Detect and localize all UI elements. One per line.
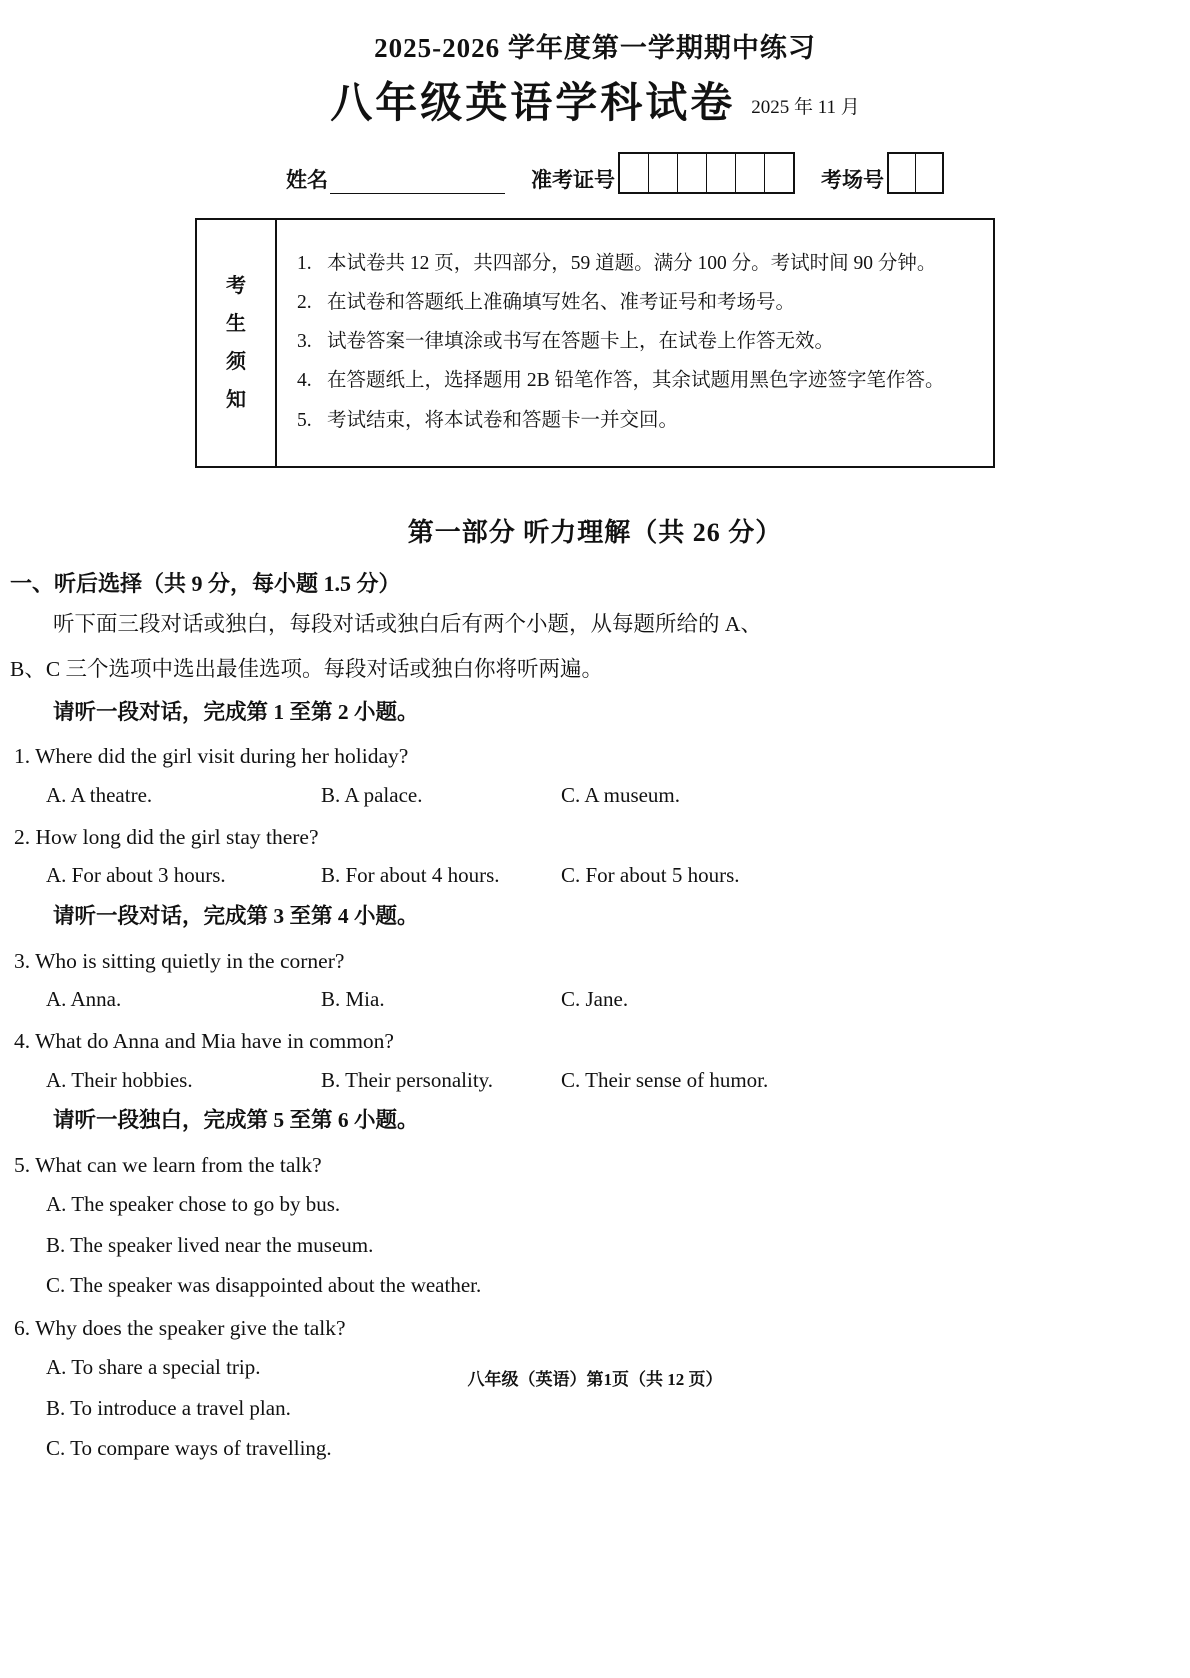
question-3-option-b[interactable]: B. Mia. (321, 986, 385, 1011)
prompt-q3-q4: 请听一段对话，完成第 3 至第 4 小题。 (53, 903, 419, 928)
question-5 (14, 1149, 1190, 1182)
notice-item-text: 考试结束，将本试卷和答题卡一并交回。 (327, 409, 679, 431)
question-6 (14, 1312, 1190, 1345)
question-2 (14, 821, 1190, 854)
question-1-options (46, 780, 1190, 812)
admission-number-label: 准考证号 (531, 167, 615, 192)
question-1-option-c[interactable]: C. A museum. (561, 782, 681, 807)
question-6-option-c[interactable]: C. To compare ways of travelling. (46, 1436, 332, 1461)
name-field-group (286, 164, 505, 194)
notice-item (297, 366, 979, 396)
question-6-stem: Why does the speaker give the talk? (35, 1315, 346, 1340)
question-1 (14, 740, 1190, 773)
question-5-options (46, 1188, 1190, 1302)
question-2-stem: How long did the girl stay there? (35, 825, 319, 850)
exam-period-title: 2025-2026 学年度第一学期期中练习 (374, 33, 816, 63)
notice-item-text: 在试卷和答题纸上准确填写姓名、准考证号和考场号。 (327, 292, 796, 313)
notice-title-char: 生 (226, 312, 246, 335)
question-2-number: 2. (14, 825, 31, 850)
question-4-option-a[interactable]: A. Their hobbies. (46, 1067, 193, 1092)
notice-item-number: 3. (297, 331, 312, 353)
notice-item-text: 在答题纸上，选择题用 2B 铅笔作答，其余试题用黑色字迹签字笔作答。 (327, 370, 945, 392)
exam-room-field-group (821, 152, 944, 194)
admission-number-cell[interactable] (649, 154, 678, 192)
listening-instruction-line-2: B、C 三个选项中选出最佳选项。每段对话或独白你将听两遍。 (10, 656, 604, 681)
question-1-number: 1. (14, 744, 31, 769)
notice-item-text: 试卷答案一律填涂或书写在答题卡上，在试卷上作答无效。 (327, 331, 835, 353)
prompt-q5-q6: 请听一段独白，完成第 5 至第 6 小题。 (53, 1108, 419, 1133)
notice-item (297, 288, 979, 318)
section-one-heading: 一、听后选择（共 9 分，每小题 1.5 分） (10, 570, 401, 596)
candidate-info-line (0, 152, 1190, 194)
title-row (0, 82, 1190, 126)
question-1-option-b[interactable]: B. A palace. (321, 782, 423, 807)
notice-item (297, 406, 979, 436)
question-4-stem: What do Anna and Mia have in common? (35, 1029, 394, 1054)
page-footer: 八年级（英语）第1页（共 12 页） (467, 1370, 723, 1389)
admission-number-cell[interactable] (707, 154, 736, 192)
question-6-option-a[interactable]: A. To share a special trip. (46, 1354, 261, 1379)
admission-number-boxes[interactable] (618, 152, 795, 194)
question-5-option-b[interactable]: B. The speaker lived near the museum. (46, 1232, 374, 1257)
exam-room-cell[interactable] (889, 154, 916, 192)
question-6-option-b[interactable]: B. To introduce a travel plan. (46, 1395, 291, 1420)
notice-item-number: 5. (297, 409, 312, 431)
notice-item-number: 2. (297, 292, 312, 313)
question-3-stem: Who is sitting quietly in the corner? (35, 948, 345, 973)
document-header (0, 0, 1190, 126)
question-2-option-c[interactable]: C. For about 5 hours. (561, 863, 740, 888)
exam-room-cell[interactable] (916, 154, 942, 192)
name-input-blank[interactable] (330, 173, 505, 194)
listening-instruction-line-1: 听下面三段对话或独白，每段对话或独白后有两个小题，从每题所给的 A、 (53, 611, 762, 636)
exam-room-boxes[interactable] (887, 152, 944, 194)
question-4 (14, 1025, 1190, 1058)
admission-number-cell[interactable] (736, 154, 765, 192)
question-5-stem: What can we learn from the talk? (35, 1152, 322, 1177)
admission-number-cell[interactable] (620, 154, 649, 192)
question-3 (14, 945, 1190, 978)
question-4-option-c[interactable]: C. Their sense of humor. (561, 1067, 769, 1092)
question-2-options (46, 860, 1190, 892)
exam-date: 2025 年 11 月 (751, 96, 860, 118)
question-6-number: 6. (14, 1315, 31, 1340)
question-1-stem: Where did the girl visit during her holiday? (35, 744, 409, 769)
name-label: 姓名 (286, 167, 328, 192)
notice-item-text: 本试卷共 12 页，共四部分，59 道题。满分 100 分。考试时间 90 分钟。 (327, 252, 937, 274)
notice-item-number: 1. (297, 252, 312, 274)
admission-number-field-group (531, 152, 795, 194)
prompt-q1-q2: 请听一段对话，完成第 1 至第 2 小题。 (53, 699, 419, 724)
question-5-option-c[interactable]: C. The speaker was disappointed about the weather. (46, 1273, 482, 1298)
part-one-title: 第一部分 听力理解（共 26 分） (407, 517, 783, 547)
question-2-option-a[interactable]: A. For about 3 hours. (46, 863, 226, 888)
notice-title-char: 考 (226, 274, 246, 297)
question-5-number: 5. (14, 1152, 31, 1177)
question-3-option-c[interactable]: C. Jane. (561, 986, 629, 1011)
notice-item (297, 249, 979, 279)
question-3-number: 3. (14, 948, 31, 973)
question-5-option-a[interactable]: A. The speaker chose to go by bus. (46, 1192, 341, 1217)
question-4-option-b[interactable]: B. Their personality. (321, 1067, 494, 1092)
admission-number-cell[interactable] (678, 154, 707, 192)
question-2-option-b[interactable]: B. For about 4 hours. (321, 863, 500, 888)
notice-item-list (277, 236, 993, 450)
notice-item-number: 4. (297, 370, 312, 392)
candidate-notice-box (195, 218, 995, 468)
question-4-options (46, 1065, 1190, 1097)
notice-title-char: 须 (226, 350, 246, 373)
notice-item (297, 327, 979, 357)
question-1-option-a[interactable]: A. A theatre. (46, 782, 153, 807)
question-3-options (46, 984, 1190, 1016)
notice-box-title (197, 220, 277, 466)
page-title: 八年级英语学科试卷 (330, 80, 736, 127)
question-3-option-a[interactable]: A. Anna. (46, 986, 122, 1011)
admission-number-cell[interactable] (765, 154, 793, 192)
question-4-number: 4. (14, 1029, 31, 1054)
exam-room-label: 考场号 (821, 167, 884, 192)
notice-title-char: 知 (226, 388, 246, 411)
